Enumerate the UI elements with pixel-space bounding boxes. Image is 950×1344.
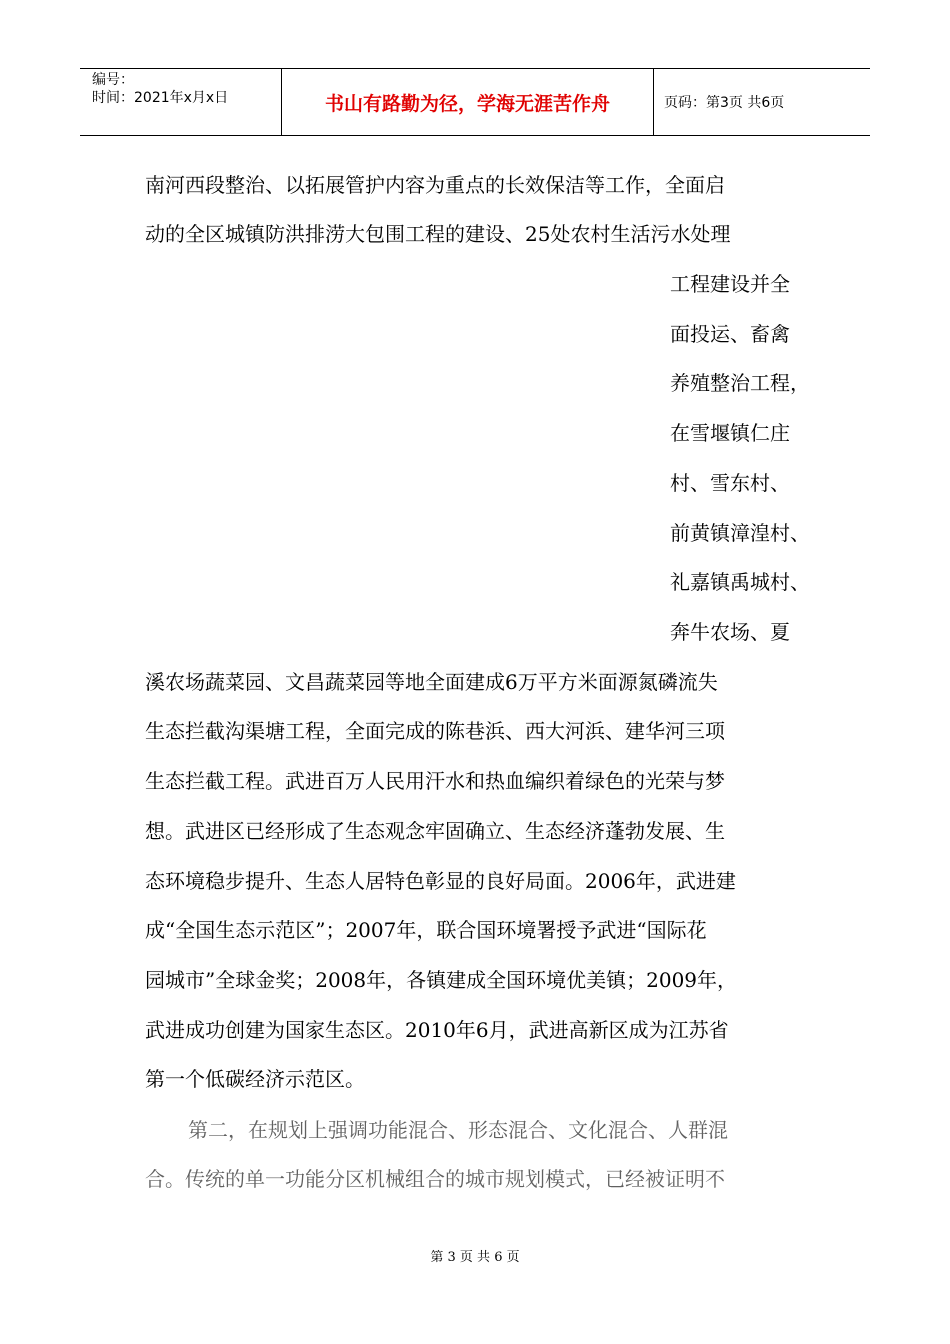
body-line: 生态拦截工程。武进百万人民用汗水和热血编织着绿色的光荣与梦 bbox=[145, 769, 725, 793]
body-line: 溪农场蔬菜园、文昌蔬菜园等地全面建成6万平方米面源氮磷流失 bbox=[145, 670, 718, 694]
body-line: 武进成功创建为国家生态区。2010年6月，武进高新区成为江苏省 bbox=[145, 1018, 729, 1042]
body-line: 奔牛农场、夏 bbox=[670, 620, 790, 644]
body-line: 想。武进区已经形成了生态观念牢固确立、生态经济蓬勃发展、生 bbox=[145, 819, 725, 843]
body-line: 礼嘉镇禹城村、 bbox=[670, 570, 810, 594]
body-line: 态环境稳步提升、生态人居特色彰显的良好局面。2006年，武进建 bbox=[145, 869, 736, 893]
body-line: 第二，在规划上强调功能混合、形态混合、文化混合、人群混 bbox=[188, 1118, 728, 1142]
body-line: 工程建设并全 bbox=[670, 272, 790, 296]
page-footer: 第 3 页 共 6 页 bbox=[430, 1250, 520, 1265]
body-line: 成“全国生态示范区”；2007年，联合国环境署授予武进“国际花 bbox=[145, 918, 707, 942]
header-page-info: 页码：第3页 共6页 bbox=[664, 95, 785, 111]
body-line: 面投运、畜禽 bbox=[670, 322, 790, 346]
page-header bbox=[80, 68, 870, 136]
header-motto: 书山有路勤为径，学海无涯苦作舟 bbox=[282, 69, 654, 135]
time-label: 时间：2021年x月x日 bbox=[92, 90, 229, 106]
body-line: 养殖整治工程， bbox=[670, 371, 810, 395]
serial-label: 编号： bbox=[92, 72, 134, 88]
body-line: 合。传统的单一功能分区机械组合的城市规划模式，已经被证明不 bbox=[145, 1167, 725, 1191]
header-meta bbox=[80, 69, 282, 135]
body-line: 生态拦截沟渠塘工程，全面完成的陈巷浜、西大河浜、建华河三项 bbox=[145, 719, 725, 743]
body-line: 前黄镇漳湟村、 bbox=[670, 521, 810, 545]
body-line: 第一个低碳经济示范区。 bbox=[145, 1067, 365, 1091]
body-line: 动的全区城镇防洪排涝大包围工程的建设、25处农村生活污水处理 bbox=[145, 222, 731, 246]
body-line: 村、雪东村、 bbox=[670, 471, 790, 495]
body-line: 在雪堰镇仁庄 bbox=[670, 421, 790, 445]
body-line: 园城市”全球金奖；2008年，各镇建成全国环境优美镇；2009年， bbox=[145, 968, 738, 992]
body-line: 南河西段整治、以拓展管护内容为重点的长效保洁等工作，全面启 bbox=[145, 173, 725, 197]
